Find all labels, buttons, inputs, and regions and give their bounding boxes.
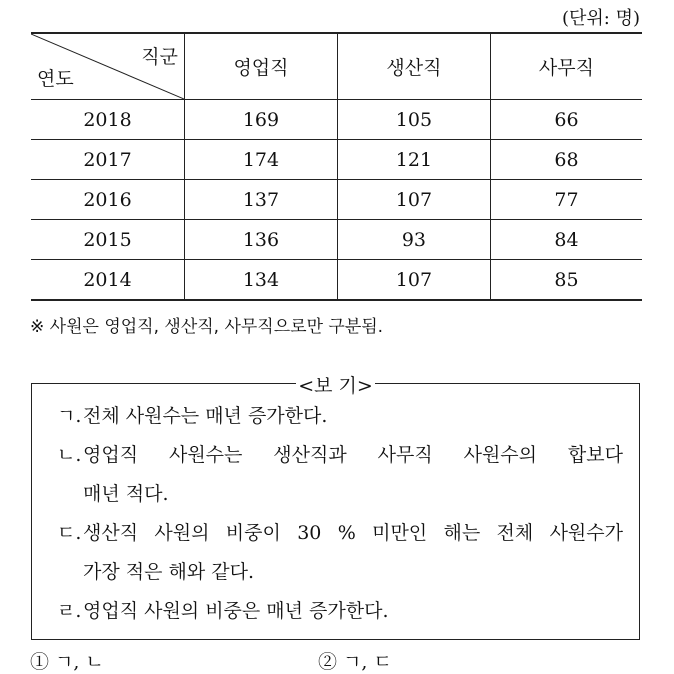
- example-item-d: [57, 592, 623, 631]
- sales-cell: 169: [185, 100, 338, 140]
- example-item-b: [57, 436, 623, 475]
- example-item-a: [57, 397, 623, 436]
- header-job-group: 직군: [141, 46, 178, 68]
- table-header-row: [31, 33, 642, 100]
- production-cell: 107: [337, 260, 490, 301]
- sales-cell: 137: [185, 180, 338, 220]
- year-cell: 2016: [31, 180, 185, 220]
- office-cell: 85: [490, 260, 642, 301]
- table-row: [31, 100, 642, 140]
- item-marker: ㄱ.: [57, 405, 82, 427]
- office-cell: 66: [490, 100, 642, 140]
- table-row: [31, 180, 642, 220]
- item-text: 영업직 사원의 비중은 매년 증가한다.: [83, 600, 389, 622]
- example-box-title: [32, 371, 639, 398]
- year-cell: 2014: [31, 260, 185, 301]
- office-cell: 68: [490, 140, 642, 180]
- example-items: [57, 397, 623, 631]
- office-cell: 77: [490, 180, 642, 220]
- item-marker: ㄷ.: [57, 522, 82, 544]
- example-box: [31, 375, 640, 640]
- employee-table: [31, 32, 642, 301]
- table-row: [31, 260, 642, 301]
- office-cell: 84: [490, 220, 642, 260]
- item-text: 생산직 사원의 비중이 30 % 미만인 해는 전체 사원수가: [83, 522, 623, 544]
- sales-cell: 134: [185, 260, 338, 301]
- example-item-c: [57, 514, 623, 553]
- column-header-office: 사무직: [490, 33, 642, 100]
- table-row: [31, 140, 642, 180]
- item-text-continuation: 가장 적은 해와 같다.: [83, 561, 254, 583]
- unit-label: (단위: 명): [562, 8, 640, 29]
- example-box-title-text: <보 기>: [298, 375, 373, 397]
- production-cell: 107: [337, 180, 490, 220]
- year-cell: 2015: [31, 220, 185, 260]
- answer-option-2[interactable]: ② ㄱ, ㄷ: [318, 651, 392, 673]
- column-header-sales: 영업직: [185, 33, 338, 100]
- year-cell: 2017: [31, 140, 185, 180]
- production-cell: 93: [337, 220, 490, 260]
- item-marker: ㄹ.: [57, 600, 82, 622]
- item-text-continuation: 매년 적다.: [83, 483, 169, 505]
- item-text: 전체 사원수는 매년 증가한다.: [83, 405, 328, 427]
- column-header-production: 생산직: [337, 33, 490, 100]
- table-row: [31, 220, 642, 260]
- production-cell: 121: [337, 140, 490, 180]
- sales-cell: 174: [185, 140, 338, 180]
- year-cell: 2018: [31, 100, 185, 140]
- answer-option-1[interactable]: ① ㄱ, ㄴ: [30, 651, 104, 673]
- sales-cell: 136: [185, 220, 338, 260]
- header-year: 연도: [37, 68, 74, 90]
- item-marker: ㄴ.: [57, 444, 82, 466]
- item-text: 영업직 사원수는 생산직과 사무직 사원수의 합보다: [83, 444, 623, 466]
- production-cell: 105: [337, 100, 490, 140]
- diagonal-header-cell: [31, 33, 185, 100]
- table-footnote: ※ 사원은 영업직, 생산직, 사무직으로만 구분됨.: [30, 317, 384, 337]
